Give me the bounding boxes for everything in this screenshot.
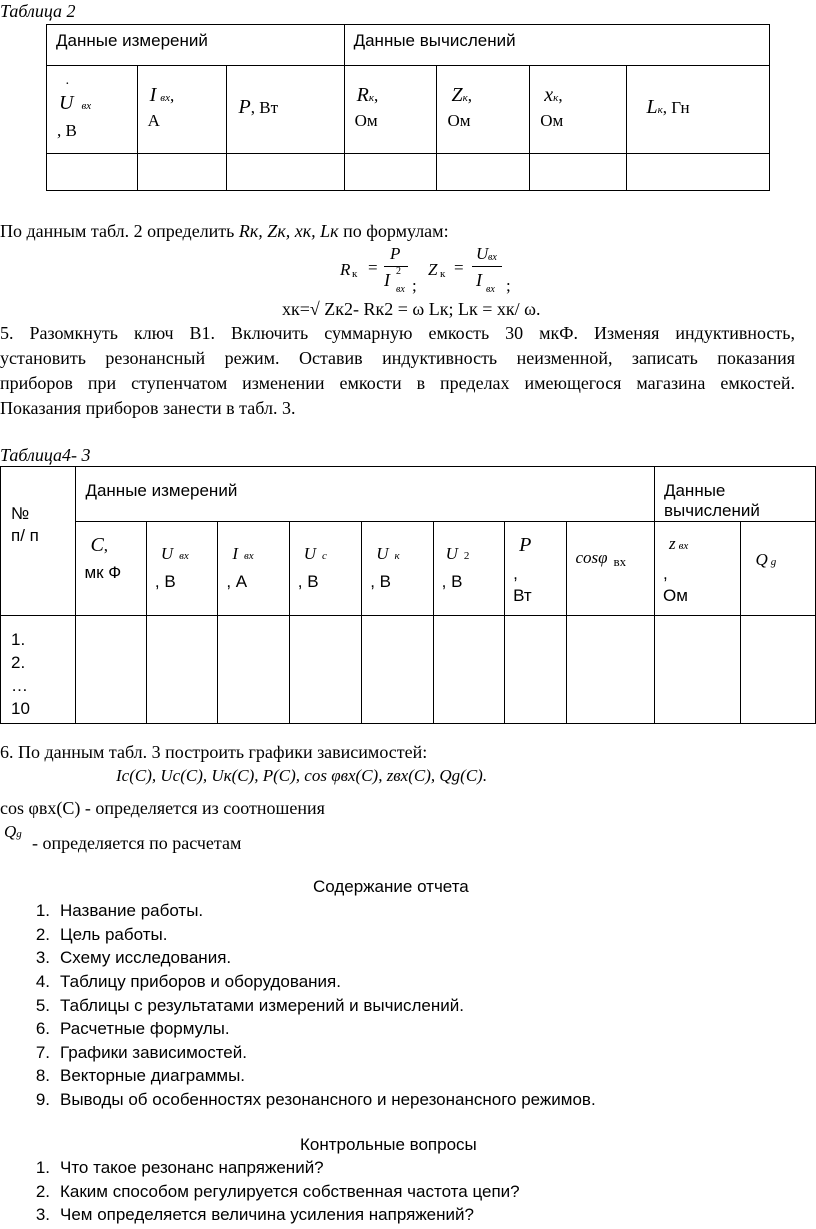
table3-col-zvx: zвх , Ом [654, 522, 741, 616]
step6-cos-note: cos φвх(C) - определяется из соотношения [0, 798, 325, 818]
table2-group-measured: Данные измерений [47, 25, 345, 66]
table3-cell [362, 616, 433, 724]
table-row: 10 [11, 699, 30, 718]
step5: 5. Разомкнуть ключ В1. Включить суммарную емкость 30 мкФ. Изменяя индуктивность, установить резонансный режим. Оставив индуктивность неизменной, записать показания приборов при ступенчатом изменении емкости в пределах имеющегося магазина емкостей. Показания приборов занести в табл. 3. [0, 323, 795, 418]
table3-col-uk: Uк , В [362, 522, 433, 616]
report-title: Содержание отчета [313, 877, 469, 896]
table2-col-lk: Lк, Гн [626, 66, 770, 154]
para1-vars: Rк, Zк, xк, Lк [238, 221, 339, 241]
table3-cell [146, 616, 217, 724]
table2-cell [344, 154, 437, 191]
table2-cell [137, 154, 226, 191]
table2-col-ivx: Iвх, А [137, 66, 226, 154]
table3-col-u2: U 2 , В [433, 522, 504, 616]
table2-cell [530, 154, 626, 191]
table3-group-calculated: Данные вычислений [654, 467, 815, 522]
table2-col-zk: Zк, Ом [437, 66, 530, 154]
table2-cell [226, 154, 344, 191]
table2-col-xk: xк, Ом [530, 66, 626, 154]
questions-title: Контрольные вопросы [300, 1135, 477, 1154]
qg-symbol: Qg [4, 822, 22, 841]
table3-cell [76, 616, 146, 724]
questions-list: 1. Что такое резонанс напряжений? 2. Каким способом регулируется собственная частота цепи? 3. Чем определяется величина усиления напряжений? [35, 1158, 520, 1224]
table2-caption: Таблица 2 [0, 1, 76, 21]
table3-col-uc: Uc , В [289, 522, 361, 616]
table3-cell [654, 616, 741, 724]
step6-intro: 6. По данным табл. 3 построить графики зависимостей: [0, 742, 428, 762]
table2-col-uvx: · Uвх , В [47, 66, 138, 154]
table3-col-c: C, мк Ф [76, 522, 146, 616]
table3-col-uvx: Uвх , В [146, 522, 217, 616]
table3-col-cosphi: cosφ вх [567, 522, 655, 616]
table2 [46, 24, 770, 191]
table3-col-qg: Qg [741, 522, 816, 616]
table-row: 1. [11, 630, 26, 649]
table3-cell [218, 616, 289, 724]
table2-cell [437, 154, 530, 191]
table2-col-p: P, Вт [226, 66, 344, 154]
table-row: 2. [11, 653, 26, 672]
table3-num-header: № п/ п [1, 467, 76, 616]
table3-cell [289, 616, 361, 724]
table3-cell [741, 616, 816, 724]
table3-cell [567, 616, 655, 724]
step6-qg-note: - определяется по расчетам [32, 833, 242, 853]
table3-group-measured: Данные измерений [76, 467, 655, 522]
table2-col-rk: Rк, Ом [344, 66, 437, 154]
report-list: 1. Название работы. 2. Цель работы. 3. Схему исследования. 4. Таблицу приборов и оборудования. 5. Таблицы с результатами измерений и вычислений. 6. Расчетные формулы. 7. Графики зависимостей. 8. Векторные диаграммы. 9. Выводы об особенностях резонансного и нерезонансного режимов. [35, 901, 596, 1109]
table3-cell [433, 616, 504, 724]
para1: По данным табл. 2 определить Rк, Zк, xк, Lк по формулам: [0, 221, 449, 241]
table2-cell [47, 154, 138, 191]
formula-xk-lk: xк=√ Zк2- Rк2 = ω Lк; Lк = xк/ ω. [282, 299, 541, 319]
table2-cell [626, 154, 770, 191]
table3-caption: Таблица4- 3 [0, 445, 91, 465]
fraction-bar [472, 266, 502, 267]
formula-rk-zk: R к = P I 2 вх ; Z к = U вх I вх ; [340, 244, 511, 295]
table3-cell [505, 616, 567, 724]
table3-row-numbers [1, 616, 76, 724]
table3 [0, 466, 816, 724]
table3-col-ivx: Iвх , А [218, 522, 289, 616]
table2-group-calculated: Данные вычислений [344, 25, 769, 66]
step6-graphs: Ic(C), Uc(C), Uк(C), P(C), cos φвх(C), zвх(C), Qg(C). [116, 766, 488, 785]
table-row: … [11, 676, 28, 695]
table3-col-p: P , Вт [505, 522, 567, 616]
